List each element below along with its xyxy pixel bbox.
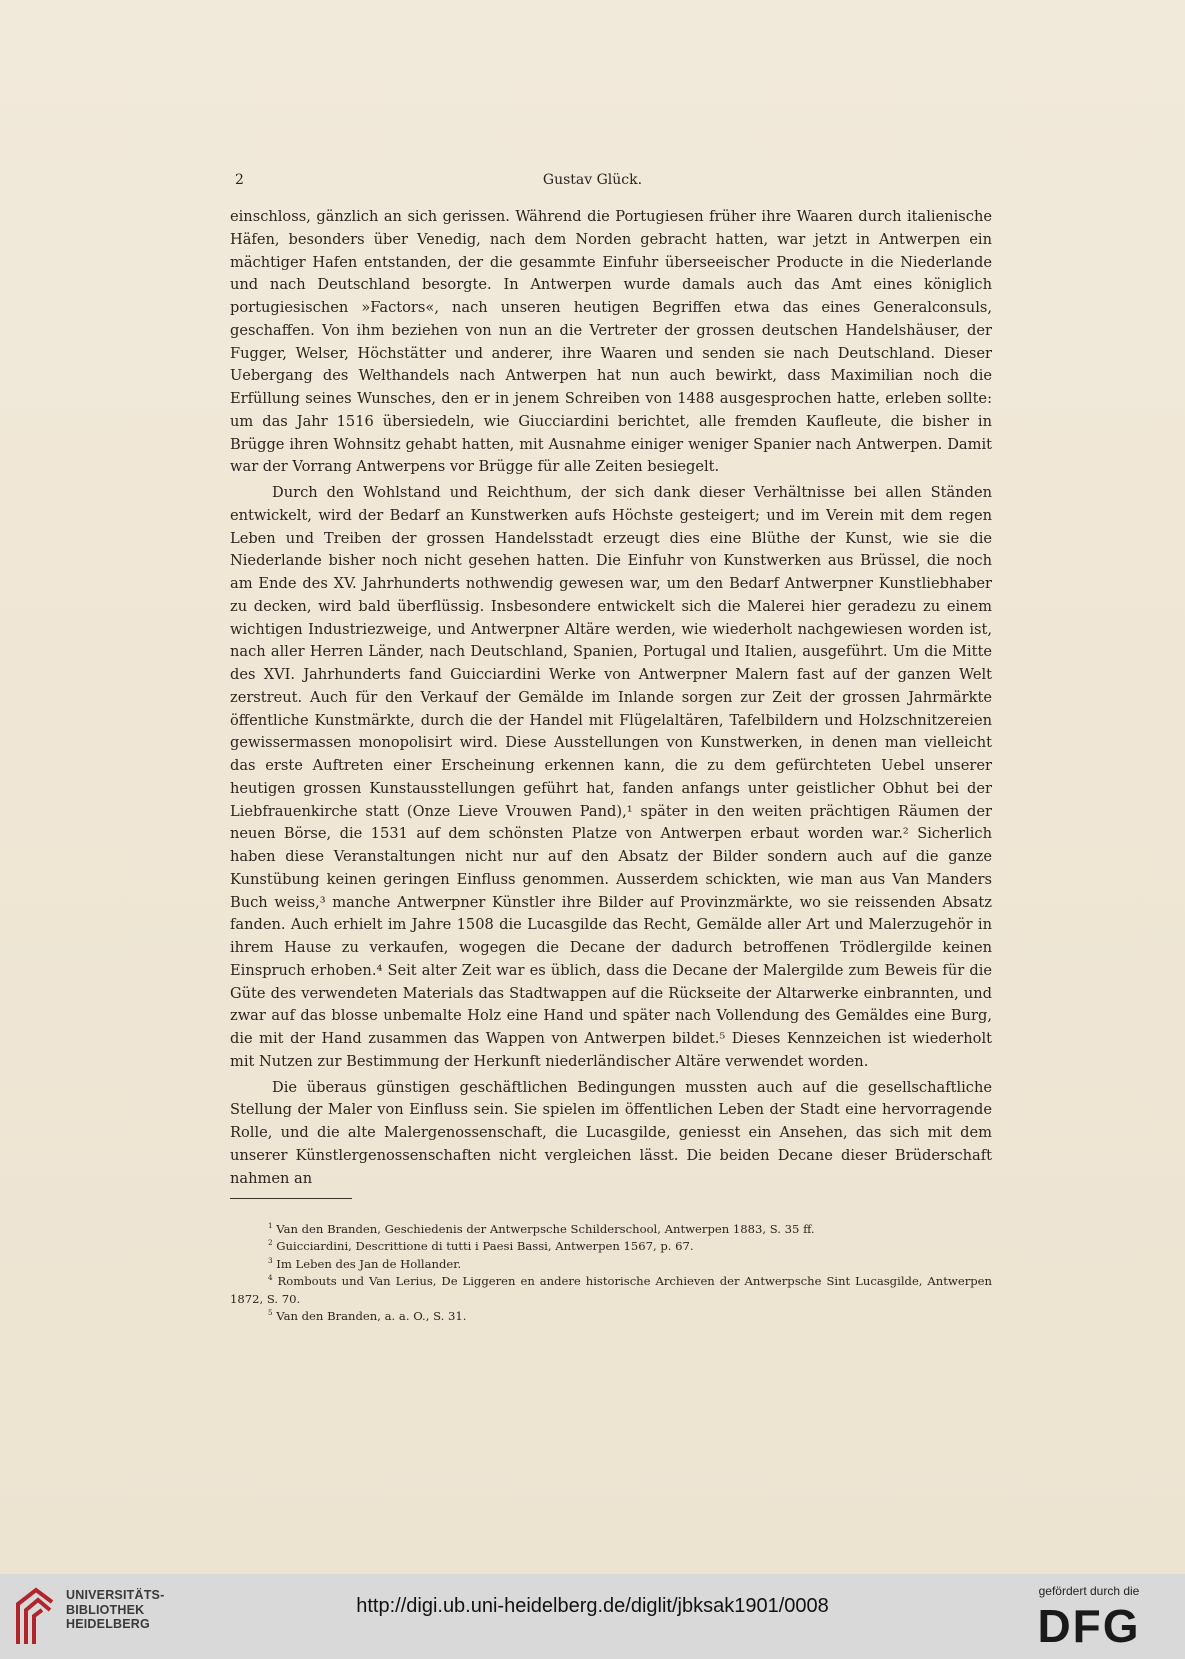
running-head	[0, 172, 1185, 194]
dfg-logo-icon[interactable]	[1031, 1602, 1147, 1646]
paragraph-1: einschloss, gänzlich an sich gerissen. Während die Portugiesen früher ihre Waaren durch italienische Häfen, besonders über Venedig, nach dem Norden gebracht hatten, war jetzt in Antwerpen ein mächtiger Hafen entstanden, der die gesammte Einfuhr überseeischer Producte in die Niederlande und nach Deutschland besorgte. In Antwerpen wurde damals auch das Amt eines königlich portugiesischen »Factors«, nach unseren heutigen Begriffen etwa das eines Generalconsuls, geschaffen. Von ihm beziehen von nun an die Vertreter der grossen deutschen Handelshäuser, der Fugger, Welser, Höchstätter und anderer, ihre Waaren und senden sie nach Deutschland. Dieser Uebergang des Welthandels nach Antwerpen hat nun auch bewirkt, dass Maximilian noch die Erfüllung seines Wunsches, den er in jenem Schreiben von 1488 ausgesprochen hatte, erleben sollte: um das Jahr 1516 übersiedeln, wie Giucciardini berichtet, alle fremden Kaufleute, die bisher in Brügge ihren Wohnsitz gehabt hatten, mit Ausnahme einiger weniger Spanier nach Antwerpen. Damit war der Vorrang Antwerpens vor Brügge für alle Zeiten besiegelt.	[230, 208, 992, 476]
permalink-url[interactable]: http://digi.ub.uni-heidelberg.de/diglit/jbksak1901/0008	[356, 1595, 829, 1617]
library-name-line: BIBLIOTHEK	[66, 1602, 145, 1617]
funder-block	[1009, 1584, 1169, 1646]
footer-bar	[0, 1574, 1185, 1659]
footnote-3	[230, 1256, 992, 1273]
footnote-2	[230, 1238, 992, 1255]
body-text	[230, 206, 992, 1190]
footnote-text: Rombouts und Van Lerius, De Liggeren en andere historische Archieven der Antwerpsche Sint Lucasgilde, Antwerpen 1872, S. 70.	[230, 1274, 993, 1306]
paragraph-2: Durch den Wohlstand und Reichthum, der sich dank dieser Verhältnisse bei allen Ständen entwickelt, wird der Bedarf an Kunstwerken aufs Höchste gesteigert; und im Verein mit dem regen Leben und Treiben der grossen Handelsstadt erzeugt dies eine Blüthe der Kunst, wie sie die Niederlande bisher noch nicht gesehen hatten. Die Einfuhr von Kunstwerken aus Brüssel, die noch am Ende des XV. Jahrhunderts nothwendig gewesen war, um den Bedarf Antwerpner Kunstliebhaber zu decken, wird bald überflüssig. Insbesondere entwickelt sich die Malerei hier geradezu zu einem wichtigen Industriezweige, und Antwerpner Altäre werden, wie wiederholt nachgewiesen worden ist, nach aller Herren Länder, nach Deutschland, Spanien, Portugal und Italien, ausgeführt. Um die Mitte des XVI. Jahrhunderts fand Guicciardini Werke von Antwerpner Malern fast auf der ganzen Welt zerstreut. Auch für den Verkauf der Gemälde im Inlande sorgen zur Zeit der grossen Jahrmärkte öffentliche Kunstmärkte, durch die der Handel mit Flügelaltären, Tafelbildern und Holzschnitzereien gewissermassen monopolisirt wird. Diese Ausstellungen von Kunstwerken, in denen man vielleicht das erste Auftreten einer Erscheinung erkennen kann, die zu dem gefürchteten Uebel unserer heutigen grossen Kunstausstellungen geführt hat, fanden anfangs unter geistlicher Obhut bei der Liebfrauenkirche statt (Onze Lieve Vrouwen Pand),¹ später in den weiten prächtigen Räumen der neuen Börse, die 1531 auf dem schönsten Platze von Antwerpen erbaut worden war.² Sicherlich haben diese Veranstaltungen nicht nur auf den Absatz der Bilder sondern auch auf die ganze Kunstübung keinen geringen Einfluss genommen. Ausserdem schickten, wie man aus Van Manders Buch weiss,³ manche Antwerpner Künstler ihre Bilder auf Provinzmärkte, wo sie reissenden Absatz fanden. Auch erhielt im Jahre 1508 die Lucasgilde das Recht, Gemälde aller Art und Malerzugehör in ihrem Hause zu verkaufen, wogegen die Decane der dadurch betroffenen Trödlergilde keinen Einspruch erhoben.⁴ Seit alter Zeit war es üblich, dass die Decane der Malergilde zum Beweis für die Güte des verwendeten Materials das Stadtwappen auf die Rückseite der Altarwerke einbrannten, und zwar auf das blosse unbemalte Holz eine Hand und später nach Vollendung des Gemäldes eine Burg, die mit der Hand zusammen das Wappen von Antwerpen bildet.⁵ Dieses Kennzeichen ist wiederholt mit Nutzen zur Bestimmung der Herkunft niederländischer Altäre verwendet worden.	[230, 484, 992, 1070]
footnote-mark: 4	[268, 1273, 273, 1283]
running-title: Gustav Glück.	[542, 172, 643, 188]
page-number: 2	[235, 172, 244, 188]
footnote-text: Van den Branden, a. a. O., S. 31.	[276, 1309, 467, 1324]
footnote-text: Guicciardini, Descrittione di tutti i Paesi Bassi, Antwerpen 1567, p. 67.	[276, 1239, 694, 1254]
footnote-rule	[230, 1198, 352, 1199]
footnote-mark: 1	[268, 1221, 273, 1231]
footnote-5	[230, 1308, 992, 1325]
footnote-text: Im Leben des Jan de Hollander.	[276, 1256, 462, 1271]
footnote-1	[230, 1221, 992, 1238]
funder-label: gefördert durch die	[1038, 1584, 1140, 1598]
paragraph-3: Die überaus günstigen geschäftlichen Bedingungen mussten auch auf die gesellschaftliche Stellung der Maler von Einfluss sein. Sie spielen im öffentlichen Leben der Stadt eine hervorragende Rolle, und die alte Malergenossenschaft, die Lucasgilde, geniesst ein Ansehen, das sich mit dem unserer Künstlergenossenschaften nicht vergleichen lässt. Die beiden Decane dieser Brüderschaft nahmen an	[230, 1078, 992, 1187]
library-name-line: HEIDELBERG	[66, 1617, 150, 1631]
footnote-mark: 5	[268, 1308, 273, 1318]
dfg-logo-text: DFG	[1037, 1602, 1141, 1646]
footnote-text: Van den Branden, Geschiedenis der Antwerpsche Schilderschool, Antwerpen 1883, S. 35 ff.	[276, 1222, 815, 1236]
library-name-line: UNIVERSITÄTS-	[66, 1588, 165, 1602]
footnote-mark: 3	[268, 1255, 273, 1265]
footnotes	[230, 1221, 992, 1325]
footnote-mark: 2	[268, 1238, 273, 1248]
footnote-4	[230, 1273, 992, 1308]
